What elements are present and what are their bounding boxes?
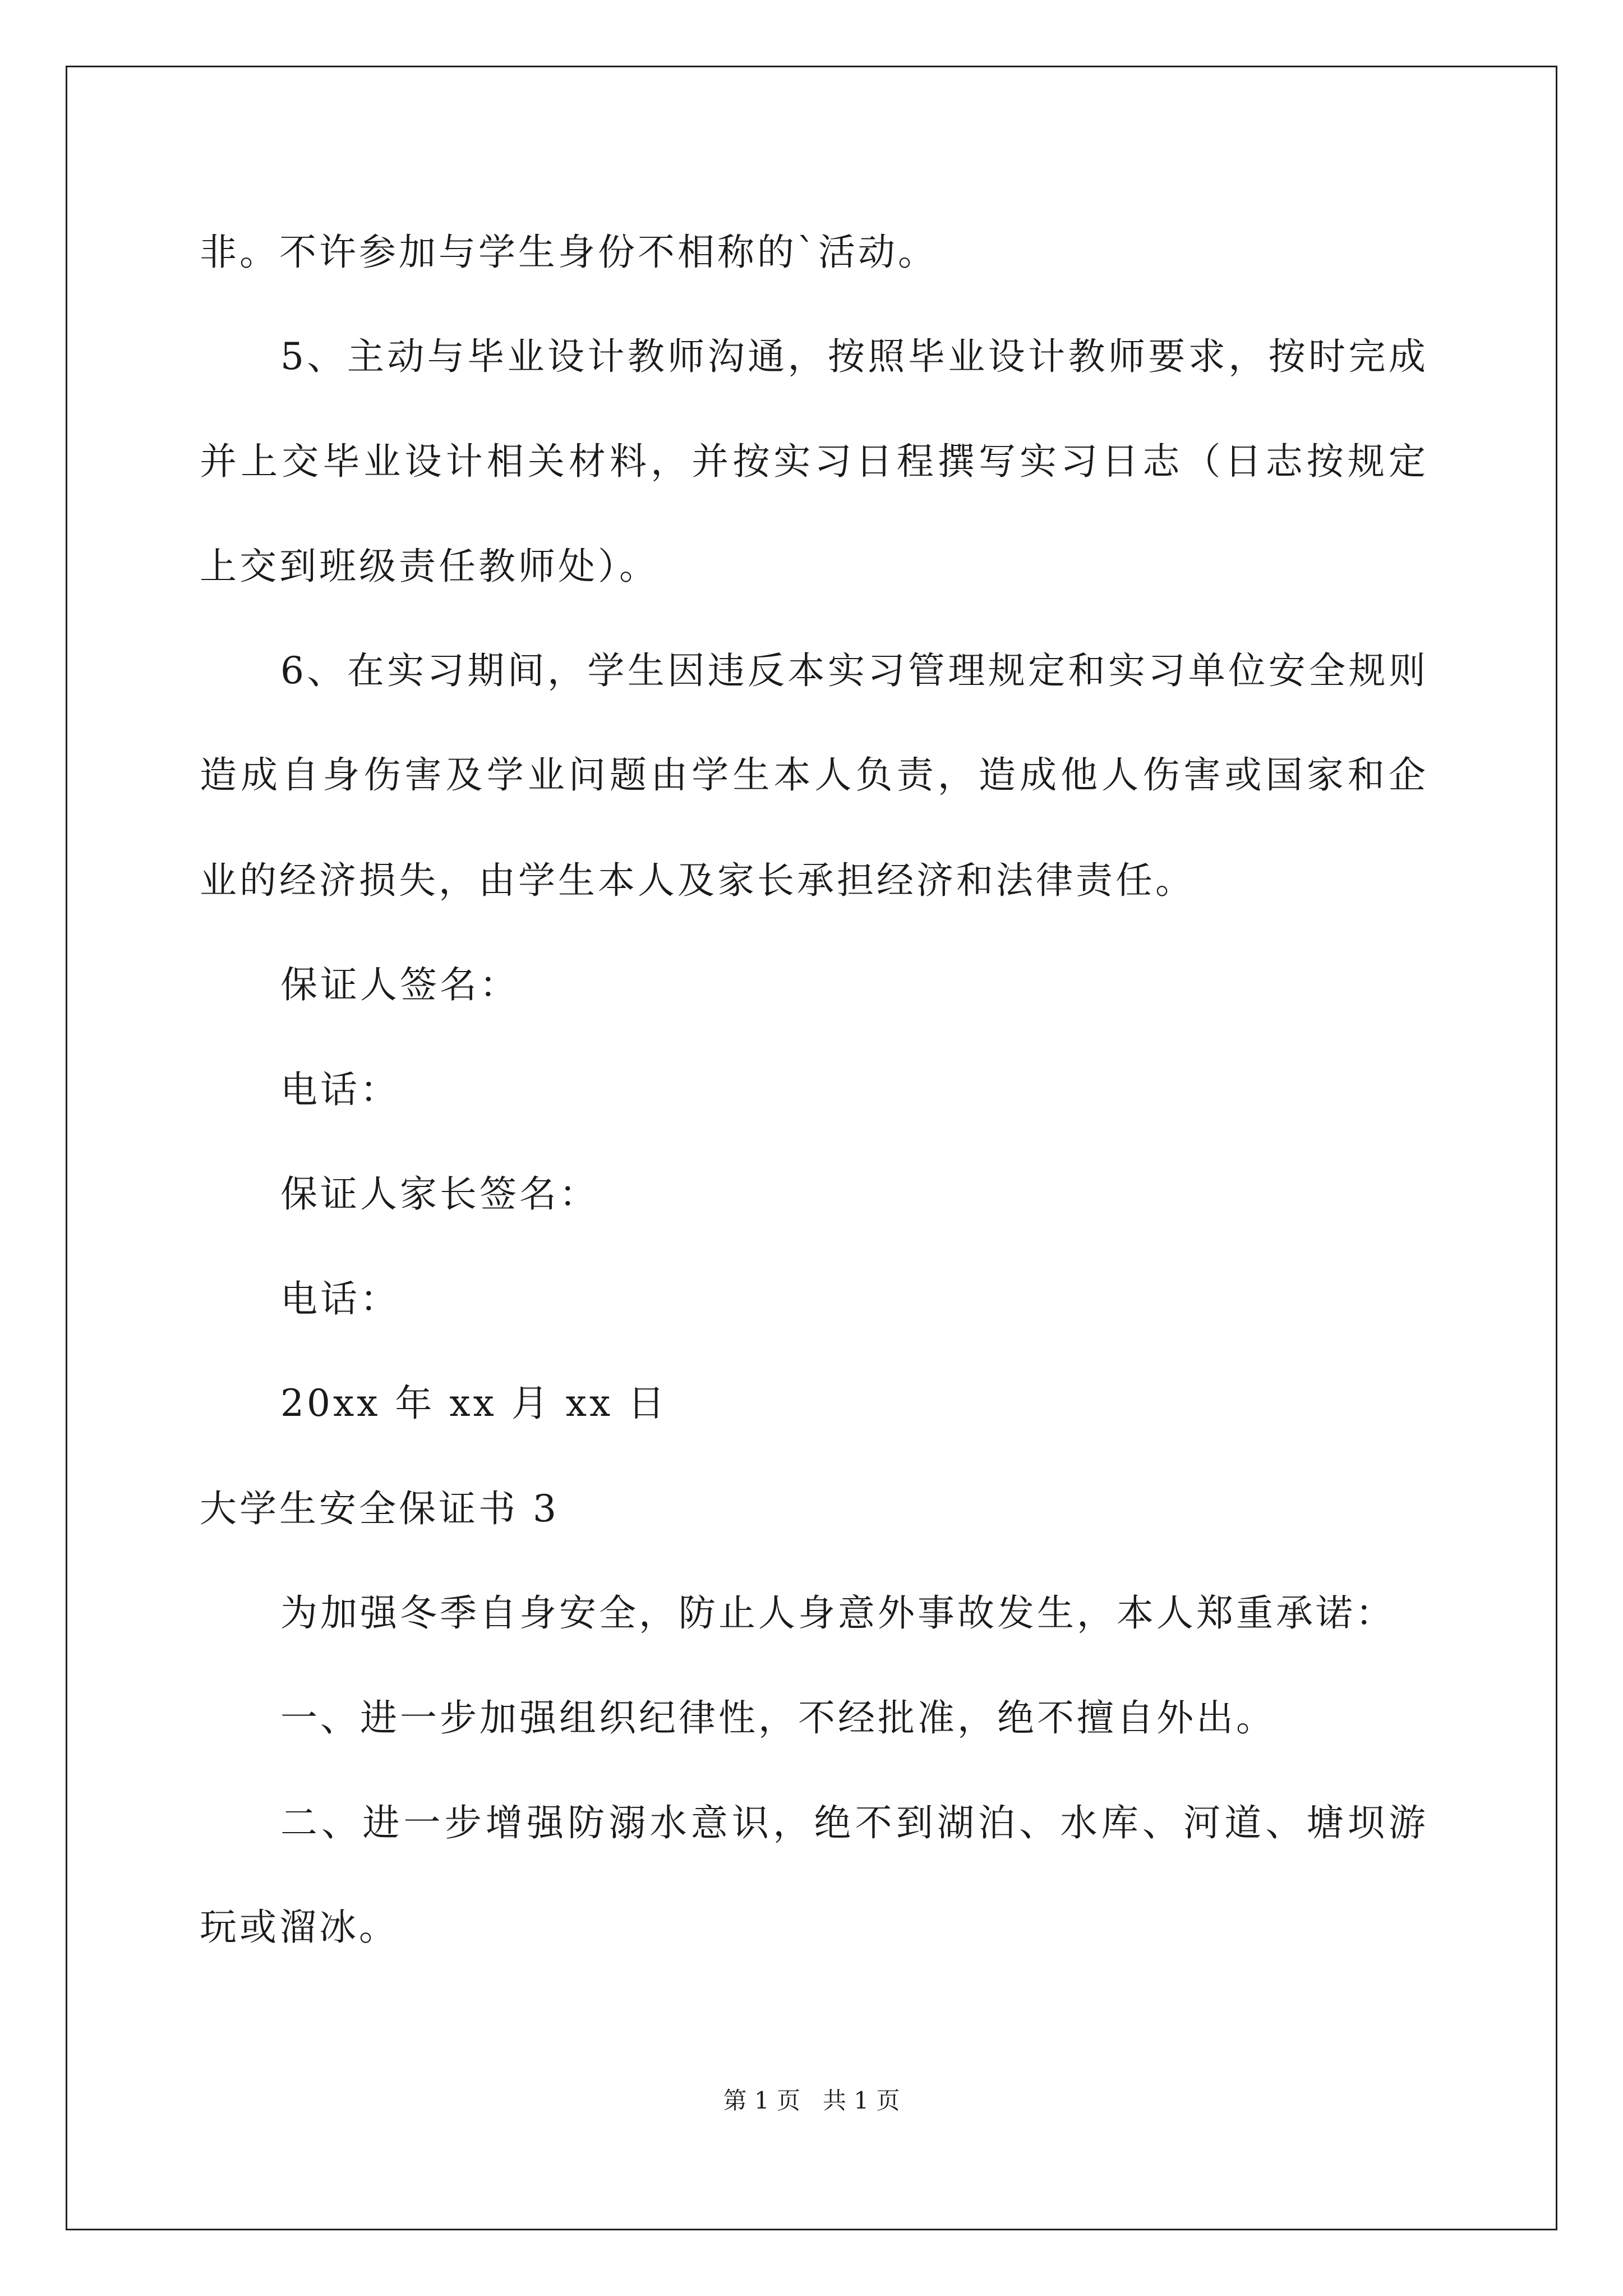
phone-label: 电话： (280, 1277, 400, 1320)
parent-signature-label: 保证人家长签名： (280, 1172, 599, 1216)
text-line: 5、主动与毕业设计教师沟通，按照毕业设计教师要求，按时完成 (280, 335, 1426, 378)
text-line: 二、进一步增强防溺水意识，绝不到湖泊、水库、河道、塘坝游 (280, 1801, 1426, 1844)
text-line: 造成自身伤害及学业问题由学生本人负责，造成他人伤害或国家和企 (200, 753, 1426, 797)
signature-label: 保证人签名： (280, 963, 519, 1006)
text-line: 一、进一步加强组织纪律性，不经批准，绝不擅自外出。 (280, 1696, 1276, 1740)
text-line: 业的经济损失，由学生本人及家长承担经济和法律责任。 (200, 859, 1195, 902)
date-line: 20xx 年 xx 月 xx 日 (280, 1382, 668, 1425)
section-heading: 大学生安全保证书 3 (200, 1487, 559, 1530)
text-line: 为加强冬季自身安全，防止人身意外事故发生，本人郑重承诺： (280, 1591, 1395, 1635)
phone-label: 电话： (280, 1068, 400, 1111)
text-line: 并上交毕业设计相关材料，并按实习日程撰写实习日志（日志按规定 (200, 440, 1426, 483)
text-line: 非。不许参加与学生身份不相称的`活动。 (200, 231, 938, 274)
text-line: 玩或溜冰。 (200, 1906, 399, 1949)
text-line: 上交到班级责任教师处）。 (200, 545, 659, 588)
page-footer: 第 1 页 共 1 页 (723, 2087, 900, 2114)
text-line: 6、在实习期间，学生因违反本实习管理规定和实习单位安全规则 (280, 649, 1426, 692)
